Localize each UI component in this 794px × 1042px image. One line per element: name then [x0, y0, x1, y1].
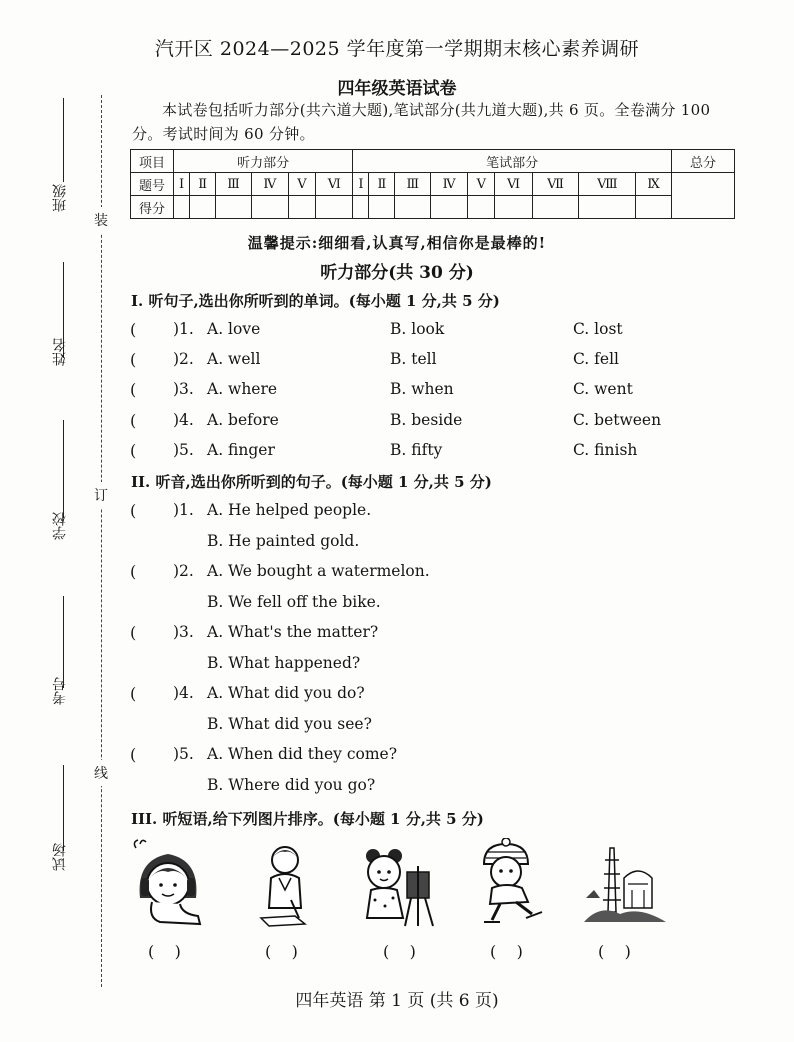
- school-label: 学校: [52, 512, 68, 540]
- writing-number: Ⅸ: [636, 173, 672, 196]
- score-table: [130, 149, 735, 219]
- answer-paren-open[interactable]: (: [130, 320, 137, 339]
- exam-room-label: 试场: [52, 843, 68, 871]
- option-b: B. tell: [390, 350, 437, 369]
- answer-paren-open[interactable]: (: [130, 623, 137, 642]
- score-cell[interactable]: [532, 196, 579, 219]
- class-blank-line[interactable]: [63, 98, 64, 182]
- answer-paren-open[interactable]: (: [130, 350, 137, 370]
- option-b: B. What happened?: [207, 654, 361, 672]
- option-a: A. He helped people.: [207, 501, 372, 519]
- option-a: A. We bought a watermelon.: [207, 562, 430, 580]
- question-number: )4.: [173, 684, 194, 702]
- listening-number: Ⅴ: [288, 173, 315, 196]
- option-a: A. where: [207, 380, 278, 399]
- girl-painting-image: [355, 838, 439, 930]
- score-cell[interactable]: [353, 196, 369, 219]
- score-cell[interactable]: [251, 196, 288, 219]
- exam-subtitle: 四年级英语试卷: [337, 79, 457, 99]
- option-c: C. fell: [573, 350, 619, 369]
- school-blank-line[interactable]: [63, 420, 64, 518]
- exam-intro: 本试卷包括听力部分(共六道大题),笔试部分(共九道大题),共 6 页。全卷满分 100 分。考试时间为 60 分钟。: [132, 101, 711, 143]
- row-label-score: 得分: [131, 196, 174, 219]
- part-title-listening: 听力部分(共 30 分): [320, 263, 474, 283]
- exam-title: 汽开区 2024—2025 学年度第一学期期末核心素养调研: [154, 38, 640, 60]
- answer-paren-open[interactable]: (: [130, 380, 137, 400]
- binding-char-ding: 订: [94, 482, 108, 508]
- binding-char-zhuang: 装: [94, 207, 108, 233]
- answer-paren-open[interactable]: (: [130, 501, 137, 520]
- question-number: )3.: [173, 623, 194, 641]
- exam-room-blank-line[interactable]: [63, 765, 64, 851]
- answer-paren-open[interactable]: (: [130, 410, 137, 430]
- option-c: C. lost: [573, 320, 623, 338]
- listening-number: Ⅳ: [251, 173, 288, 196]
- row-label-item: 项目: [131, 150, 174, 173]
- listening-number: Ⅵ: [316, 173, 353, 196]
- writing-number: Ⅱ: [369, 173, 395, 196]
- option-b: B. What did you see?: [207, 715, 372, 733]
- answer-paren-open[interactable]: (: [130, 684, 137, 703]
- total-score-cell[interactable]: [672, 173, 735, 219]
- score-cell[interactable]: [288, 196, 315, 219]
- writing-header: 笔试部分: [353, 150, 672, 173]
- question-number: )5.: [173, 440, 194, 459]
- option-a: A. What's the matter?: [207, 623, 379, 641]
- writing-number: Ⅴ: [468, 173, 495, 196]
- option-b: B. look: [390, 320, 445, 338]
- question-number: )5.: [173, 745, 194, 763]
- option-c: C. between: [573, 410, 662, 429]
- option-a: A. When did they come?: [207, 745, 398, 763]
- writing-number: Ⅵ: [495, 173, 532, 196]
- picture-answer-blank[interactable]: ( ): [490, 942, 523, 961]
- total-header: 总分: [672, 150, 735, 173]
- score-cell[interactable]: [174, 196, 190, 219]
- writing-number: Ⅰ: [353, 173, 369, 196]
- question-number: )3.: [173, 380, 194, 399]
- writing-number: Ⅶ: [532, 173, 579, 196]
- listening-number: Ⅰ: [174, 173, 190, 196]
- class-label: 班级: [52, 184, 68, 212]
- option-b: B. We fell off the bike.: [207, 593, 381, 611]
- option-b: B. when: [390, 380, 454, 399]
- exam-number-label: 考号: [52, 677, 68, 705]
- listening-header: 听力部分: [174, 150, 353, 173]
- listening-number: Ⅱ: [190, 173, 216, 196]
- score-cell[interactable]: [636, 196, 672, 219]
- child-skating-image: [470, 838, 550, 930]
- score-cell[interactable]: [369, 196, 395, 219]
- option-b: B. fifty: [390, 440, 443, 459]
- question-number: )4.: [173, 410, 194, 429]
- name-label: 姓名: [52, 338, 68, 366]
- section2-title: II. 听音,选出你所听到的句子。(每小题 1 分,共 5 分): [131, 473, 492, 491]
- score-cell[interactable]: [579, 196, 636, 219]
- score-cell[interactable]: [190, 196, 216, 219]
- option-a: A. finger: [207, 440, 275, 459]
- row-label-number: 题号: [131, 173, 174, 196]
- picture-answer-blank[interactable]: ( ): [148, 942, 181, 961]
- question-number: )2.: [173, 562, 194, 580]
- option-b: B. He painted gold.: [207, 532, 360, 550]
- option-a: A. love: [207, 320, 261, 338]
- city-landmarks-image: [580, 838, 670, 930]
- score-cell[interactable]: [495, 196, 532, 219]
- listening-number: Ⅲ: [216, 173, 252, 196]
- girl-with-headphones-image: [130, 838, 206, 930]
- section1-title: I. 听句子,选出你所听到的单词。(每小题 1 分,共 5 分): [131, 292, 500, 310]
- picture-answer-blank[interactable]: ( ): [265, 942, 298, 961]
- question-number: )2.: [173, 350, 194, 369]
- picture-answer-blank[interactable]: ( ): [598, 942, 631, 961]
- writing-number: Ⅳ: [431, 173, 468, 196]
- answer-paren-open[interactable]: (: [130, 562, 137, 581]
- option-a: A. well: [207, 350, 261, 369]
- answer-paren-open[interactable]: (: [130, 440, 137, 460]
- question-number: )1.: [173, 501, 194, 519]
- section3-title: III. 听短语,给下列图片排序。(每小题 1 分,共 5 分): [131, 810, 484, 828]
- score-cell[interactable]: [468, 196, 495, 219]
- score-cell[interactable]: [316, 196, 353, 219]
- page-footer: 四年英语 第 1 页 (共 6 页): [295, 991, 499, 1011]
- option-a: A. What did you do?: [207, 684, 365, 702]
- score-cell[interactable]: [216, 196, 252, 219]
- option-c: C. finish: [573, 440, 638, 459]
- question-number: )1.: [173, 320, 194, 338]
- picture-answer-blank[interactable]: ( ): [383, 942, 416, 961]
- score-cell[interactable]: [431, 196, 468, 219]
- boy-writing-image: [255, 838, 319, 930]
- option-b: B. Where did you go?: [207, 776, 376, 794]
- exam-number-blank-line[interactable]: [63, 596, 64, 688]
- answer-paren-open[interactable]: (: [130, 745, 137, 764]
- warm-tip: 温馨提示:细细看,认真写,相信你是最棒的!: [247, 234, 547, 252]
- binding-char-xian: 线: [94, 760, 108, 786]
- option-b: B. beside: [390, 410, 463, 429]
- option-c: C. went: [573, 380, 633, 399]
- writing-number: Ⅷ: [579, 173, 636, 196]
- option-a: A. before: [207, 410, 279, 429]
- score-cell[interactable]: [395, 196, 431, 219]
- writing-number: Ⅲ: [395, 173, 431, 196]
